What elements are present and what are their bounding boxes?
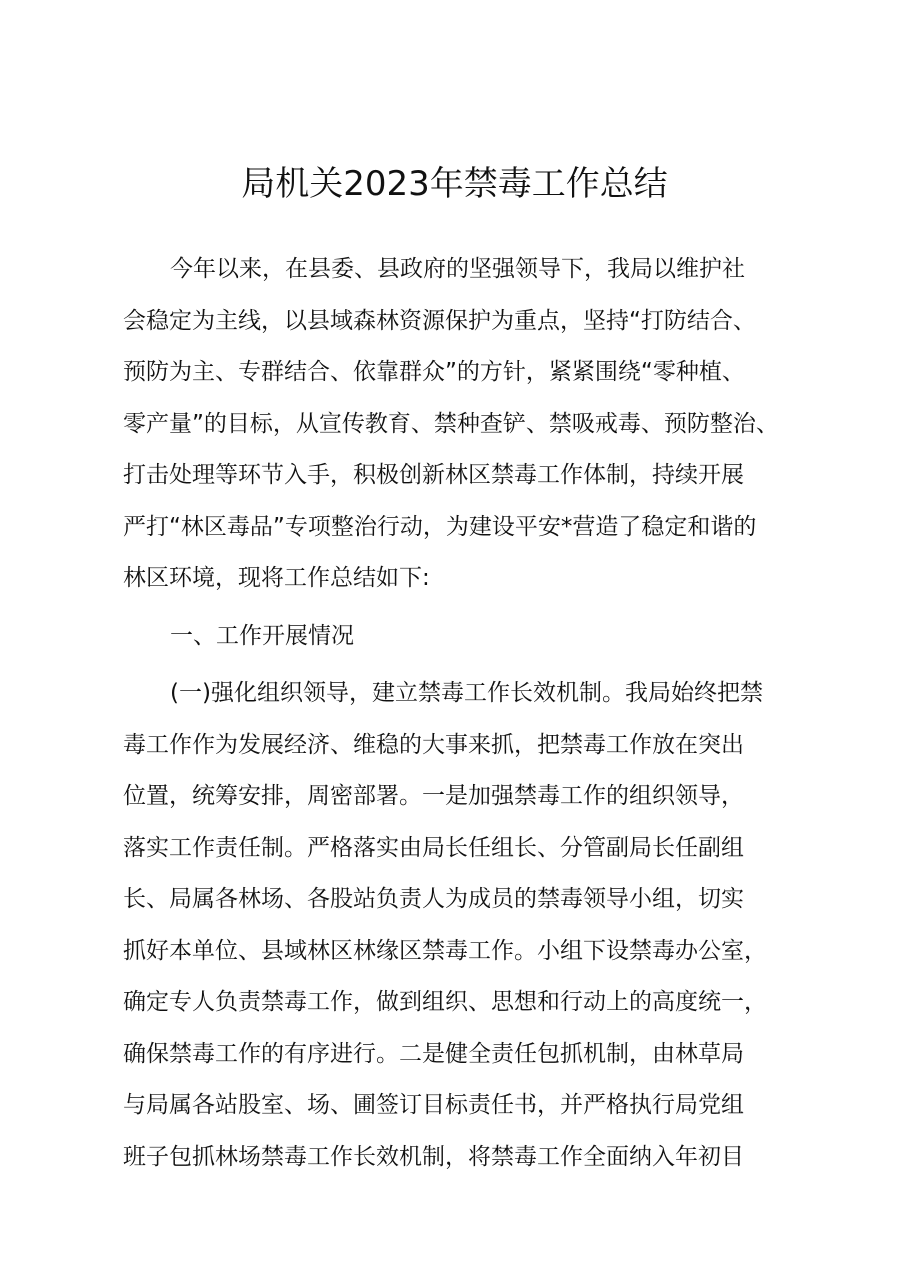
document-title: 局机关2023年禁毒工作总结 <box>241 164 668 204</box>
paragraph-line: 会稳定为主线，以县域森林资源保护为重点，坚持“打防结合、 <box>123 307 756 334</box>
paragraph-line: 班子包抓林场禁毒工作长效机制，将禁毒工作全面纳入年初目 <box>123 1143 744 1170</box>
paragraph-line: 林区环境，现将工作总结如下: <box>123 565 430 591</box>
paragraph-line: 毒工作作为发展经济、维稳的大事来抓，把禁毒工作放在突出 <box>123 731 744 758</box>
paragraph-line: 严打“林区毒品”专项整治行动，为建设平安*营造了稳定和谐的 <box>123 513 757 540</box>
paragraph-line: 今年以来，在县委、县政府的坚强领导下，我局以维护社 <box>170 256 745 282</box>
paragraph-line: 抓好本单位、县域林区林缘区禁毒工作。小组下设禁毒办公室， <box>123 937 767 964</box>
paragraph-line: 确保禁毒工作的有序进行。二是健全责任包抓机制，由林草局 <box>123 1040 744 1067</box>
document-body <box>123 244 823 1183</box>
paragraph-line: 打击处理等环节入手，积极创新林区禁毒工作体制，持续开展 <box>123 462 744 488</box>
paragraph-line: 长、局属各林场、各股站负责人为成员的禁毒领导小组，切实 <box>123 886 744 912</box>
paragraph-line: 预防为主、专群结合、依靠群众”的方针，紧紧围绕“零种植、 <box>123 359 745 385</box>
paragraph-line: 零产量”的目标，从宣传教育、禁种查铲、禁吸戒毒、预防整治、 <box>123 410 779 437</box>
paragraph-line: 位置，统筹安排，周密部署。一是加强禁毒工作的组织领导， <box>123 783 744 809</box>
paragraph-line: 确定专人负责禁毒工作，做到组织、思想和行动上的高度统一， <box>123 989 767 1015</box>
paragraph-line: 与局属各站股室、场、圃签订目标责任书，并严格执行局党组 <box>123 1092 744 1118</box>
section-heading: 一、工作开展情况 <box>170 622 354 649</box>
paragraph-line: 落实工作责任制。严格落实由局长任组长、分管副局长任副组 <box>123 834 744 861</box>
paragraph-line: (一)强化组织领导，建立禁毒工作长效机制。我局始终把禁 <box>170 680 763 706</box>
